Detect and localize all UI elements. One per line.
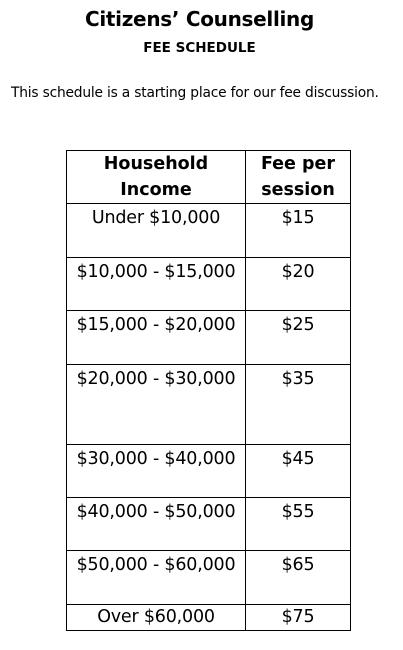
fee-schedule-table [66,150,351,631]
fee-cell: $15 [246,204,351,258]
income-cell: $50,000 - $60,000 [67,551,246,605]
table-row [67,204,351,258]
table-row [67,311,351,365]
fee-cell: $20 [246,258,351,311]
income-cell: $15,000 - $20,000 [67,311,246,365]
table-row [67,365,351,445]
table-row [67,498,351,551]
intro-paragraph: This schedule is a starting place for our fee discussion. [11,85,379,101]
income-cell: Over $60,000 [67,605,246,631]
fee-cell: $75 [246,605,351,631]
column-header-fee-per-session: Fee per session [246,151,351,204]
income-cell: Under $10,000 [67,204,246,258]
income-cell: $30,000 - $40,000 [67,445,246,498]
page-title: Citizens’ Counselling [84,7,315,31]
fee-cell: $45 [246,445,351,498]
income-cell: $40,000 - $50,000 [67,498,246,551]
income-cell: $20,000 - $30,000 [67,365,246,445]
table-row [67,551,351,605]
table-header-row [67,151,351,204]
column-header-household-income: Household Income [67,151,246,204]
fee-cell: $65 [246,551,351,605]
fee-cell: $35 [246,365,351,445]
table-row [67,445,351,498]
fee-cell: $25 [246,311,351,365]
fee-cell: $55 [246,498,351,551]
table-row [67,258,351,311]
income-cell: $10,000 - $15,000 [67,258,246,311]
page-subtitle: FEE SCHEDULE [143,40,256,56]
table-row [67,605,351,631]
